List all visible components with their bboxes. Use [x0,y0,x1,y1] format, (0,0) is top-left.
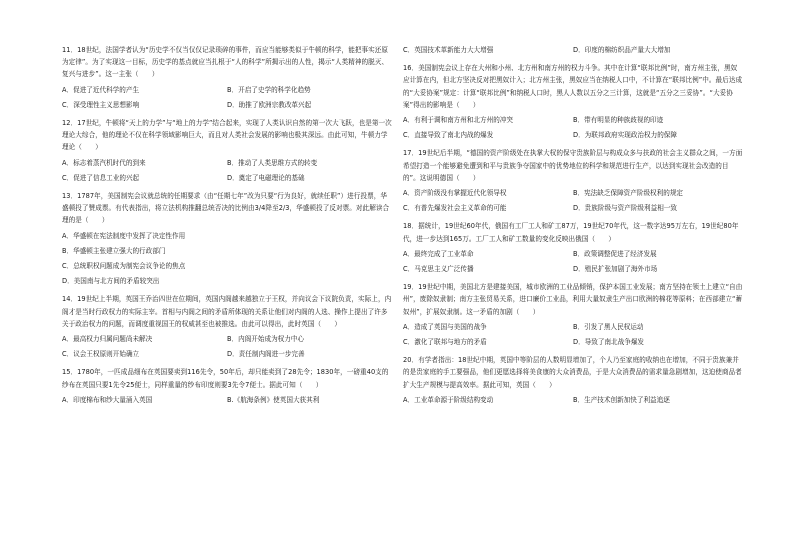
option-d: D．导致了南北战争爆发 [573,338,645,347]
question-stem: 16．美国制宪会议上存在大州和小州、北方州和南方州的权力斗争。其中在计算“联邦比例”时，南方州主张，黑奴应计算在内，但北方坚决反对把黑奴计入；北方州主张，黑奴应当在纳税人口中，不计算在“联邦比例”中。最后达成的“大妥协案”规定：计算“联邦比例”和纳税人口时，黑人人数以五分之三计算，这就是“五分之三妥协”。“大妥协案”得出的影响是（ ） [403,64,743,109]
question-14 [62,293,392,360]
question-15 [62,366,392,406]
option-c: C．深受理性主义思想影响 [62,100,140,109]
option-a: A．标志着蒸汽机时代的到来 [62,158,146,167]
option-b: B．开启了史学的科学化趋势 [227,85,311,94]
question-stem: 20．有学者指出：18世纪中期，英国中等阶层的人数明显增加了，个人乃至家庭的收纳也在增加，不同于贵族兼并的是贵家庭的手工要强品，他们更愿选择将美食康的大众消费品，于是大众消费品的需求量急剧增加，这迫使商品者扩大生产规模与提高效率。据此可知，英国（ ） [403,356,742,389]
option-c: C．议会王权原则开始确立 [62,350,140,359]
question-15-continued [403,44,743,56]
option-c: C．马克思主义广泛传播 [403,265,474,274]
option-d: D．贵族阶级与资产阶级利益相一致 [573,204,677,213]
option-c: C．英国技术革新能力大大增强 [403,46,494,54]
option-a: A．华盛顿在宪法制度中发挥了决定性作用 [62,231,186,240]
option-d: D．助推了欧洲宗教改革兴起 [227,100,312,109]
option-b: B.《航海条例》使英国大获其利 [227,395,320,404]
option-d: D．殖民扩张加剧了海外市场 [573,265,658,274]
question-12 [62,117,392,184]
option-b: B．华盛顿主张建立强大的行政部门 [62,246,166,255]
option-a: A．有利于调和南方州和北方州的冲突 [403,116,514,125]
option-c: C．有普先爆发社会主义革命的可能 [403,204,507,213]
option-a: A．资产阶级没有掌握近代化领导权 [403,189,507,198]
question-stem: 14．19世纪上半期，英国王乔治四世在位期间，英国内阁越来越独立于王权，并向议会下议院负责，实际上，内阁才是当时行政权力的实际主宰。首相与内阁之间的矛盾所体现的关系让他们对内阁的人选、操作上提出了许多关于政治权力的问题，而调度重视国王的权威甚至也被推选。由此可以得出，此时英国（ ） [62,295,392,328]
question-13 [62,190,392,287]
option-b: B．政策调整促进了经济发展 [573,249,657,258]
question-stem: 12．17世纪，牛顿将“天上的力学”与“地上的力学”结合起来，实现了人类认识自然的第一次大飞跃，也是第一次理论大综合，他的理论不仅在科学领域影响巨大，而且对人类社会发展的影响也极其深远。由此可知，牛顿力学理论（ ） [62,119,392,152]
question-11 [62,44,392,111]
option-a: A．工业革命源于阶级结构变动 [403,395,494,404]
question-18 [403,220,743,275]
question-stem: 18．据统计，19世纪60年代，俄国有工厂工人和矿工87万，19世纪70年代，这一数字达95万左右，19世纪80年代，进一步达到165万。工厂工人和矿工数量的变化反映出俄国（ ） [403,222,739,243]
question-stem: 17．19世纪后半期，“德国的资产阶级处在执掌大权的保守贵族阶层与构成众多与扶政的社会主义群众之间，一方面希望打造一个能够避免遭到和平与贵族争夺国家中的优势地位的科学和规范进行生产，以达到实现社会改造的目的”。这说明德国（ ） [403,149,743,182]
option-a: A．最终完成了工业革命 [403,249,474,258]
option-b: B．引发了黑人民权运动 [573,322,644,331]
option-a: A．最高权力归属问题尚未解决 [62,335,153,344]
option-a: A．造成了英国与美国的战争 [403,322,487,331]
question-stem: 11．18世纪，法国学者认为“历史学不仅当仅仅记录琐碎的事件，而应当能够类似于牛顿的科学，能把事实还原为定律”。为了实现这一目标，历史学的基点就应当扎根于“人的科学”所揭示出的人性，揭示“人类精神的脱灭、复兴与进步”。这一主张（ ） [62,46,389,79]
option-b: B．推动了人类思维方式的转变 [227,158,318,167]
option-c: C．促进了信息工业的兴起 [62,173,140,182]
option-a: A．促进了近代科学的产生 [62,85,140,94]
option-b: B．生产技术创新加快了利益追逐 [573,395,670,404]
option-c: C．总统职权问题成为制宪会议争论的焦点 [62,262,186,271]
option-d: D．为联邦政府实现政治权力的保障 [573,131,677,140]
question-16 [403,62,743,141]
option-a: A．印度棉布和纱大量涌入英国 [62,395,153,404]
left-column [62,44,392,412]
right-column [403,44,743,412]
option-d: D．奠定了电磁理论的基础 [227,173,305,182]
option-b: B．宪法缺乏保障资产阶级权利的规定 [573,189,684,198]
option-b: B．内阁开始成为权力中心 [227,335,305,344]
question-17 [403,147,743,214]
option-c: C．激化了联邦与地方的矛盾 [403,338,487,347]
option-d: D．责任制内阁进一步完善 [227,350,305,359]
option-d: D．美国南与北方间的矛盾较突出 [62,277,160,286]
question-19 [403,281,743,348]
option-b: B．带有明显的种族歧视的印迹 [573,116,664,125]
option-c: C．直接导致了南北内战的爆发 [403,131,494,140]
question-stem: 13．1787年，美国制宪会议就总统的任期要求（由“任期七年”改为只要“行为良好，就续任职”）进行投票，华盛顿投了赞成票。有代表指出，将立法机构推翻总统否决的比例由3/4降至2/3，华盛顿投了反对票。对此解读合理的是（ ） [62,192,390,225]
option-d: D．印度的棉纺织品产量大大增加 [573,46,671,54]
question-20 [403,354,743,406]
question-stem: 15．1780年，一匹成品细布在英国要卖到116先令，50年后，却只能卖到了28先令；1830年，一磅重40支的纱布在英国只要1先令25便士，同样重量的纱布印度则要3先令7便士。据此可知（ ） [62,368,389,389]
question-stem: 19．19世纪中期，美国北方是建接美国，城市欧洲的工业品倾销，保护本国工业发展；南方坚持在领土上建立“自由州”，废除奴隶制；南方主张贸易关系，进口廉价工业品，利用大量奴隶生产出口欧洲的棉花等原料；在西部建立“蓄奴州”，扩展奴隶制。这一矛盾的加剧（ ） [403,283,743,316]
